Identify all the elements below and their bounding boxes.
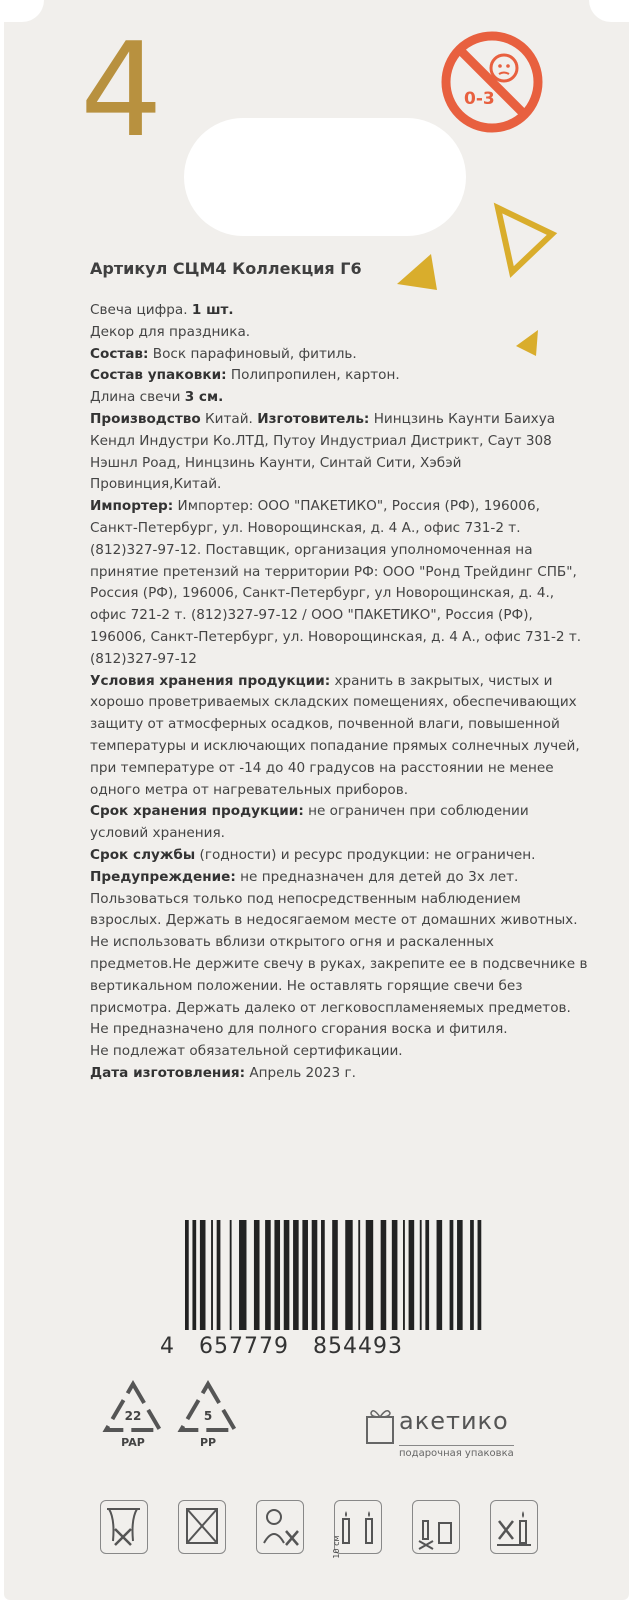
barcode-bar — [366, 1220, 373, 1330]
barcode-bar — [381, 1220, 387, 1330]
desc-line: Не подлежат обязательной сертификации. — [90, 1043, 403, 1060]
barcode-digits: 4 657779 854493 — [160, 1334, 403, 1359]
barcode-bar — [420, 1220, 422, 1330]
recycle-symbol-paper — [100, 1378, 166, 1458]
card-corner-right — [589, 0, 629, 22]
care-icons-row — [100, 1500, 550, 1560]
brand-tagline: подарочная упаковка — [399, 1445, 514, 1459]
no-furniture-icon — [412, 1500, 460, 1554]
desc-line: Условия хранения продукции: хранить в закрытых, чистых и хорошо проветриваемых складских помещениях, обеспечивающих защиту от атмосферных осадков, почвенной влаги, повышенной температуры и исключающих попадание прямых солнечных лучей, при температуре от -14 до 40 градусов на расстоянии не менее одного метра от нагревательных приборов. — [90, 672, 580, 798]
barcode-bar — [192, 1220, 196, 1330]
card-corner-left — [4, 0, 44, 22]
barcode-bar — [211, 1220, 213, 1330]
barcode-bar — [200, 1220, 206, 1330]
distance-label: 10 см — [332, 1535, 341, 1559]
recycle-number: 22 — [124, 1409, 142, 1423]
barcode-bar — [457, 1220, 463, 1330]
desc-line: Производство Китай. Изготовитель: Нинцзинь Каунти Баихуа Кендл Индустри Ко.ЛТД, Путоу Индустриал Дистрикт, Саут 308 Нэшнл Роад, Нинцзинь Каунти, Синтай Сити, Хэбэй Провинция,Китай. — [90, 410, 556, 493]
barcode-bar — [239, 1220, 246, 1330]
distance-10cm-icon — [332, 1500, 382, 1559]
barcode-bar — [437, 1220, 443, 1330]
desc-line: Предупреждение: не предназначен для детей до 3х лет. Пользоваться только под непосредственным наблюдением взрослых. Держать в недосягаемом месте от домашних животных. Не использовать вблизи открытого огня и раскаленных предметов.Не держите свечу в руках, закрепите ее в подсвечнике в вертикальном положении. Не оставлять горящие свечи без присмотра. Держать далеко от легковоспламеняемых предметов. Не предназначено для полного сгорания воска и фитиля. — [90, 868, 588, 1038]
desc-line: Срок службы (годности) и ресурс продукции: не ограничен. — [90, 846, 536, 863]
barcode-bar — [254, 1220, 260, 1330]
recycle-icon — [175, 1378, 241, 1436]
desc-line: Состав упаковки: Полипропилен, картон. — [90, 367, 400, 384]
barcode-bar — [284, 1220, 290, 1330]
desc-line: Длина свечи 3 см. — [90, 389, 224, 406]
triangle-small-icon — [395, 252, 441, 294]
age-restriction-icon — [438, 28, 546, 136]
no-draft-icon — [178, 1500, 226, 1554]
barcode-bar — [425, 1220, 429, 1330]
barcode-bar — [409, 1220, 415, 1330]
barcode-bar — [358, 1220, 360, 1330]
big-digit: 4 — [80, 14, 163, 166]
barcode-bar — [265, 1220, 271, 1330]
barcode-bar — [293, 1220, 299, 1330]
barcode-bar — [450, 1220, 454, 1330]
article-title: Артикул СЦМ4 Коллекция Г6 — [90, 259, 362, 278]
desc-line: Срок хранения продукции: не ограничен при соблюдении условий хранения. — [90, 803, 529, 842]
product-description — [90, 300, 590, 1085]
recycle-icon — [100, 1378, 166, 1436]
brand-name: акетико — [399, 1407, 509, 1435]
barcode-bar — [217, 1220, 221, 1330]
barcode-bar — [478, 1220, 482, 1330]
no-unattended-icon — [490, 1500, 538, 1554]
barcode — [185, 1220, 485, 1340]
barcode-bar — [312, 1220, 318, 1330]
desc-line: Декор для праздника. — [90, 323, 251, 340]
gift-bag-icon — [365, 1405, 397, 1445]
desc-line: Импортер: Импортер: ООО "ПАКЕТИКО", Россия (РФ), 196006, Санкт-Петербург, ул. Новорощинская, д. 4 А., офис 731-2 т. (812)327-97-12. Поставщик, организация уполномоченная на принятие претензий на территории РФ: ООО "Ронд Трейдинг СПБ", Россия (РФ), 196006, Санкт-Петербург, ул Новорощинская, д. 4., офис 721-2 т. (812)327-97-12 / ООО "ПАКЕТИКО", Россия (РФ), 196006, Санкт-Петербург, ул. Новорощинская, д. 4 А., офис 731-2 т. (812)327-97-12 — [90, 498, 582, 667]
barcode-bar — [392, 1220, 398, 1330]
desc-line: Свеча цифра. 1 шт. — [90, 302, 234, 318]
brand-logo — [365, 1405, 555, 1465]
barcode-bar — [302, 1220, 308, 1330]
barcode-bar — [403, 1220, 405, 1330]
desc-line: Состав: Воск парафиновый, фитиль. — [90, 345, 357, 362]
no-children-icon — [256, 1500, 304, 1554]
barcode-bar — [470, 1220, 474, 1330]
recycle-number: 5 — [203, 1409, 213, 1423]
barcode-bar — [274, 1220, 280, 1330]
barcode-bar — [230, 1220, 232, 1330]
recycle-label: PP — [199, 1436, 217, 1449]
age-label: 0-3 — [464, 89, 495, 109]
no-baby-icon — [491, 55, 517, 81]
barcode-bar — [332, 1220, 338, 1330]
triangle-outline-icon — [490, 200, 560, 280]
recycle-label: PAP — [121, 1436, 145, 1449]
barcode-bar — [321, 1220, 325, 1330]
barcode-bar — [345, 1220, 352, 1330]
no-curtains-icon — [100, 1500, 148, 1554]
desc-line: Дата изготовления: Апрель 2023 г. — [90, 1064, 356, 1081]
hang-hole — [184, 118, 466, 236]
barcode-bar — [185, 1220, 189, 1330]
recycle-symbol-pp — [175, 1378, 241, 1458]
